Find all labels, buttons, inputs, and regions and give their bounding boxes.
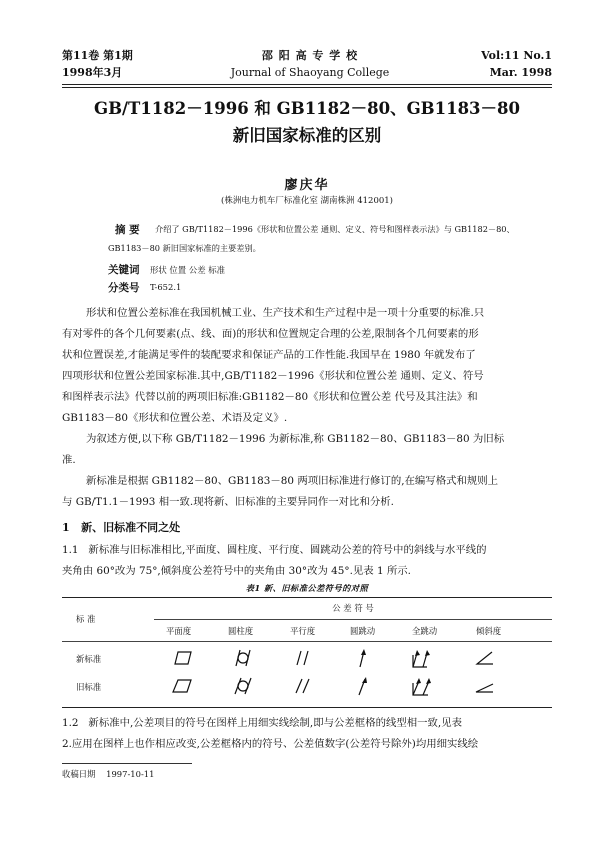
para5-line1: 1.2 新标准中,公差项目的符号在图样上用细实线绘制,即与公差框格的线型相一致,见表 (62, 717, 463, 729)
header-rule-thin (62, 87, 552, 88)
keywords-label: 关键词 (108, 264, 140, 276)
classification-text: T-652.1 (150, 282, 182, 292)
symbol-table (62, 597, 552, 708)
journal-date-en: Mar. 1998 (489, 66, 552, 79)
para4-line2: 夹角由 60°改为 75°,倾斜度公差符号中的夹角由 30°改为 45°.见表 1 所示. (62, 565, 411, 577)
journal-name-cn: 邵 阳 高 专 学 校 (261, 49, 359, 62)
para1-line1: 形状和位置公差标准在我国机械工业、生产技术和生产过程中是一项十分重要的标准.只 (86, 307, 485, 319)
journal-date: 1998年3月 (62, 66, 123, 79)
paper-title-line2: 新旧国家标准的区别 (232, 126, 382, 145)
col-parallelism: 平行度 (290, 626, 316, 636)
abstract-text-line2: GB1183－80 新旧国家标准的主要差别。 (108, 243, 261, 253)
col-cylindricity: 圆柱度 (228, 626, 254, 636)
circular-runout-icon (352, 675, 374, 697)
para2-line2: 准. (62, 454, 76, 466)
table-group-rule (154, 619, 552, 620)
parallelism-icon (292, 677, 314, 695)
journal-volume-en: Vol:11 No.1 (481, 49, 552, 62)
table-caption: 表1 新、旧标准公差符号的对照 (245, 583, 369, 593)
col-angularity: 倾斜度 (476, 626, 502, 636)
flatness-icon (170, 677, 192, 695)
parallelism-icon (292, 649, 314, 667)
author: 廖庆华 (284, 178, 330, 193)
cylindricity-icon (232, 648, 254, 668)
para1-line3: 状和位置误差,才能满足零件的装配要求和保证产品的工作性能.我国早在 1980 年就发布了 (62, 349, 476, 361)
angularity-icon (472, 677, 496, 695)
abstract-text-line1: 介绍了 GB/T1182－1996《形状和位置公差 通则、定义、符号和图样表示法》与 GB1182－80、 (155, 224, 515, 234)
flatness-icon (170, 649, 192, 667)
para1-line6: GB1183－80《形状和位置公差、术语及定义》. (62, 412, 288, 424)
total-runout-icon (409, 675, 435, 697)
angularity-icon (472, 649, 496, 667)
para1-line4: 四项形状和位置公差国家标准.其中,GB/T1182－1996《形状和位置公差 通则、定义、符号 (62, 370, 484, 382)
circular-runout-icon (352, 647, 374, 669)
col-total-runout: 全跳动 (412, 626, 438, 636)
keywords-text: 形状 位置 公差 标准 (150, 265, 225, 275)
table-top-rule (62, 597, 552, 598)
journal-volume: 第11卷 第1期 (62, 49, 133, 62)
row-new-standard: 新标准 (76, 654, 102, 664)
affiliation: (株洲电力机车厂标准化室 湖南株洲 412001) (221, 196, 393, 206)
para4-line1: 1.1 新标准与旧标准相比,平面度、圆柱度、平行度、圆跳动公差的符号中的斜线与水平线的 (62, 544, 487, 556)
section-heading: 1 新、旧标准不同之处 (62, 521, 181, 534)
row-old-standard: 旧标准 (76, 682, 102, 692)
table-row-header: 标 准 (76, 614, 96, 624)
paper-title-line1: GB/T1182－1996 和 GB1182－80、GB1183－80 (93, 99, 521, 118)
para3-line2: 与 GB/T1.1－1993 相一致.现将新、旧标准的主要异同作一对比和分析. (62, 496, 394, 508)
col-circular-runout: 圆跳动 (350, 626, 376, 636)
para1-line5: 和图样表示法》代替以前的两项旧标准:GB1182－80《形状和位置公差 代号及其注法》和 (62, 391, 478, 403)
table-group-header: 公 差 符 号 (332, 603, 374, 613)
cylindricity-icon (232, 676, 254, 696)
table-header-rule (62, 641, 552, 642)
header-rule (62, 84, 552, 85)
classification-label: 分类号 (108, 282, 140, 294)
para1-line2: 有对零件的各个几何要素(点、线、面)的形状和位置规定合理的公差,限制各个几何要素的形 (62, 328, 479, 340)
journal-name-en: Journal of Shaoyang College (230, 66, 390, 79)
received-date: 收稿日期 1997-10-11 (62, 769, 155, 779)
para3-line1: 新标准是根据 GB1182－80、GB1183－80 两项旧标准进行修订的,在编写格式和规则上 (86, 475, 499, 487)
total-runout-icon (409, 647, 435, 669)
table-bottom-rule (62, 707, 552, 708)
para5-line2: 2.应用在图样上也作相应改变,公差框格内的符号、公差值数字(公差符号除外)均用细实线绘 (62, 738, 479, 750)
col-flatness: 平面度 (166, 626, 192, 636)
para2-line1: 为叙述方便,以下称 GB/T1182－1996 为新标准,称 GB1182－80、GB1183－80 为旧标 (86, 433, 505, 445)
footnote-rule (62, 763, 192, 764)
abstract-label: 摘 要 (115, 224, 140, 236)
